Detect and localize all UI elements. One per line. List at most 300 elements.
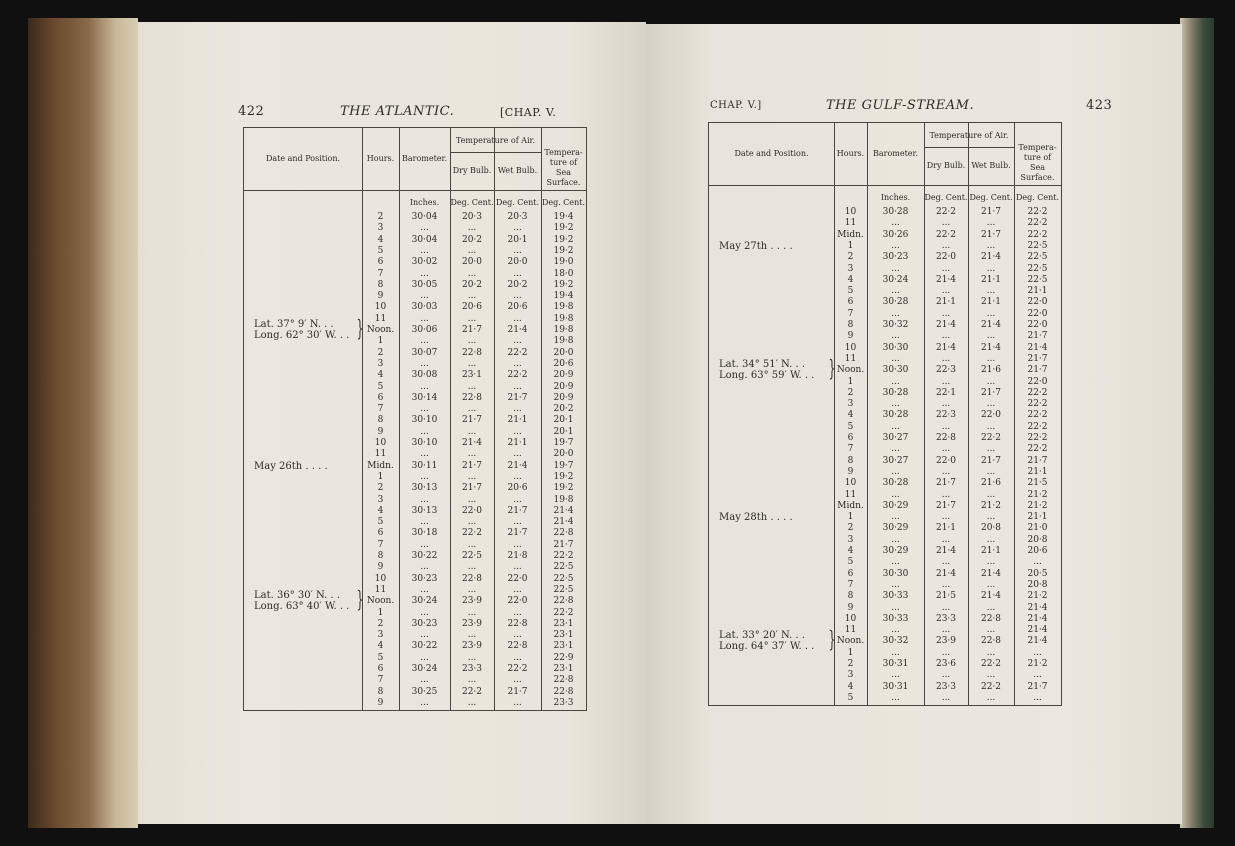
row-barometer: 30·23 [411, 573, 438, 584]
row-dry-bulb: ... [467, 652, 477, 663]
row-sea-temp: 19·4 [553, 291, 574, 302]
row-barometer: 30·11 [411, 460, 438, 471]
book-edge-right [1180, 18, 1214, 828]
row-wet-bulb: ... [986, 218, 996, 229]
row-sea-temp: 20·1 [553, 415, 574, 426]
row-sea-temp: 20·0 [553, 449, 574, 460]
row-hour: Midn. [367, 460, 394, 471]
row-sea-temp: 22·2 [1027, 218, 1048, 229]
row-barometer: ... [891, 534, 900, 545]
row-hour: 8 [847, 320, 854, 330]
position-label-line2: Long. 62° 30′ W. . . [254, 330, 350, 341]
row-sea-temp: 22·2 [1027, 433, 1048, 443]
row-sea-temp: 19·0 [553, 257, 574, 268]
row-sea-temp: ... [1033, 670, 1042, 681]
row-barometer: ... [891, 444, 900, 455]
row-dry-bulb: ... [467, 562, 477, 573]
row-barometer: 30·31 [882, 681, 909, 692]
header-date-position: Date and Position. [265, 154, 341, 163]
row-barometer: 30·23 [882, 252, 909, 263]
row-hour: 5 [377, 245, 384, 256]
row-sea-temp: 21·7 [553, 539, 574, 550]
row-wet-bulb: 21·7 [507, 505, 528, 516]
row-hour: 3 [377, 223, 384, 234]
row-wet-bulb: ... [513, 697, 522, 708]
row-wet-bulb: 21·7 [980, 455, 1002, 466]
position-label-line1: Lat. 36° 30′ N. . . [254, 590, 341, 602]
row-hour: 11 [844, 353, 857, 364]
header-wet-bulb: Wet Bulb. [497, 166, 538, 175]
row-wet-bulb: ... [513, 268, 522, 279]
row-dry-bulb: 21·1 [935, 523, 957, 534]
row-dry-bulb: 21·7 [461, 483, 483, 494]
row-wet-bulb: 21·7 [980, 229, 1002, 240]
row-dry-bulb: 23·9 [461, 618, 483, 629]
right-chapter-ref: CHAP. V.] [710, 100, 762, 111]
row-hour: 4 [377, 641, 384, 652]
row-wet-bulb: ... [986, 308, 996, 319]
row-hour: 1 [847, 512, 854, 523]
row-wet-bulb: ... [513, 245, 522, 256]
row-barometer: ... [891, 692, 900, 703]
row-sea-temp: 20·8 [1027, 579, 1048, 590]
row-dry-bulb: ... [941, 421, 951, 432]
row-hour: 2 [377, 347, 384, 358]
row-dry-bulb: 21·7 [935, 500, 957, 511]
row-dry-bulb: 21·4 [935, 320, 957, 330]
row-hour: 5 [847, 286, 854, 297]
row-dry-bulb: ... [467, 675, 477, 686]
row-wet-bulb: 22·8 [980, 636, 1002, 647]
row-hour: 8 [847, 455, 854, 466]
row-barometer: ... [420, 268, 429, 279]
row-barometer: ... [420, 245, 429, 256]
brace: } [828, 628, 836, 654]
row-sea-temp: 23·3 [553, 697, 574, 708]
row-wet-bulb: 22·2 [980, 433, 1002, 443]
row-wet-bulb: 21·4 [980, 320, 1002, 330]
row-wet-bulb: ... [986, 376, 996, 387]
row-sea-temp: 20·5 [1027, 568, 1048, 579]
row-hour: 8 [377, 279, 384, 290]
subheader-rule [450, 152, 541, 153]
row-sea-temp: 22·5 [1027, 240, 1048, 251]
row-barometer: 30·28 [882, 478, 909, 489]
row-wet-bulb: ... [513, 517, 522, 528]
row-dry-bulb: ... [941, 240, 951, 251]
row-barometer: 30·10 [411, 415, 438, 426]
header-dry-bulb: Dry Bulb. [926, 161, 966, 170]
row-hour: Noon. [836, 636, 865, 647]
row-wet-bulb: ... [986, 466, 996, 477]
row-dry-bulb: ... [467, 291, 477, 302]
row-dry-bulb: ... [941, 489, 951, 500]
header-wet-bulb: Wet Bulb. [971, 161, 1011, 170]
row-sea-temp: 21·4 [1027, 636, 1048, 647]
brace: } [828, 357, 836, 383]
row-hour: 6 [377, 257, 384, 268]
row-sea-temp: 19·2 [553, 279, 574, 290]
left-chapter-ref: [CHAP. V. [500, 106, 557, 119]
row-barometer: ... [891, 421, 900, 432]
row-wet-bulb: 21·4 [980, 342, 1002, 353]
row-wet-bulb: ... [986, 602, 996, 613]
row-dry-bulb: ... [941, 534, 951, 545]
row-dry-bulb: ... [941, 512, 951, 523]
row-sea-temp: 19·7 [553, 460, 574, 471]
row-sea-temp: 20·9 [553, 392, 574, 403]
row-sea-temp: 22·8 [553, 596, 574, 607]
row-barometer: 30·04 [411, 234, 438, 245]
row-dry-bulb: ... [467, 607, 477, 618]
row-dry-bulb: ... [467, 336, 477, 347]
header-barometer: Barometer. [401, 154, 448, 163]
row-hour: 10 [844, 342, 857, 353]
row-hour: 7 [847, 579, 854, 590]
row-dry-bulb: 22·2 [935, 207, 957, 217]
row-sea-temp: 22·2 [1027, 229, 1048, 240]
left-page [138, 22, 646, 824]
row-sea-temp: 21·7 [1027, 353, 1048, 364]
row-sea-temp: 23·1 [553, 664, 574, 674]
row-wet-bulb: 21·7 [507, 528, 528, 539]
row-wet-bulb: ... [513, 336, 522, 347]
row-sea-temp: 21·7 [1027, 681, 1048, 692]
row-barometer: ... [420, 630, 429, 641]
row-sea-temp: 20·1 [553, 426, 574, 437]
row-wet-bulb: ... [513, 291, 522, 302]
row-sea-temp: 19·8 [553, 494, 574, 505]
header-hours: Hours. [366, 154, 395, 163]
row-barometer: ... [891, 399, 900, 410]
row-hour: 9 [377, 426, 384, 437]
row-wet-bulb: ... [513, 426, 522, 437]
row-barometer: 30·24 [882, 274, 909, 285]
row-wet-bulb: 20·1 [507, 234, 528, 245]
row-wet-bulb: 20·0 [507, 257, 528, 268]
row-sea-temp: 23·1 [553, 641, 574, 652]
row-barometer: ... [891, 602, 900, 613]
row-barometer: 30·29 [882, 546, 909, 556]
row-wet-bulb: 21·2 [980, 500, 1002, 511]
header-sea-temp: Tempera-ture of Sea Surface. [544, 148, 583, 187]
row-dry-bulb: ... [941, 331, 951, 342]
row-wet-bulb: 20·6 [507, 483, 528, 494]
unit-sea: Deg. Cent. [541, 198, 586, 207]
row-wet-bulb: ... [986, 444, 996, 455]
unit-barometer: Inches. [880, 193, 911, 202]
row-dry-bulb: ... [467, 245, 477, 256]
header-rule [709, 185, 1061, 186]
row-wet-bulb: ... [986, 331, 996, 342]
row-dry-bulb: ... [941, 579, 951, 590]
row-barometer: ... [420, 675, 429, 686]
row-dry-bulb: 22·0 [461, 505, 483, 516]
row-barometer: ... [891, 353, 900, 364]
row-wet-bulb: ... [986, 399, 996, 410]
row-wet-bulb: ... [513, 562, 522, 573]
row-hour: 3 [377, 494, 384, 505]
row-wet-bulb: ... [513, 404, 522, 415]
row-barometer: ... [420, 471, 429, 482]
row-sea-temp: 22·8 [553, 686, 574, 697]
position-label-line1: Lat. 37° 9′ N. . . [254, 319, 334, 330]
row-wet-bulb: ... [513, 358, 522, 369]
row-dry-bulb: 22·1 [935, 387, 957, 398]
row-wet-bulb: ... [513, 494, 522, 505]
row-barometer: ... [420, 313, 429, 324]
row-wet-bulb: 22·2 [507, 664, 528, 674]
row-wet-bulb: 21·6 [980, 365, 1002, 376]
row-hour: 4 [377, 505, 384, 516]
row-dry-bulb: 21·1 [935, 297, 957, 308]
unit-barometer: Inches. [409, 198, 440, 207]
row-barometer: 30·30 [882, 365, 909, 376]
row-wet-bulb: 22·0 [980, 410, 1002, 421]
row-barometer: ... [891, 512, 900, 523]
row-dry-bulb: 21·4 [935, 546, 957, 556]
row-wet-bulb: ... [986, 579, 996, 590]
row-sea-temp: 22·2 [1027, 207, 1048, 217]
row-hour: 1 [847, 647, 854, 658]
row-sea-temp: 20·8 [1027, 534, 1048, 545]
row-dry-bulb: ... [941, 625, 951, 636]
row-wet-bulb: ... [513, 449, 522, 460]
row-barometer: ... [420, 381, 429, 392]
row-barometer: 30·28 [882, 297, 909, 308]
row-wet-bulb: ... [986, 512, 996, 523]
row-barometer: ... [891, 579, 900, 590]
row-hour: 11 [374, 584, 387, 595]
header-temp-air: Temperature of Air. [929, 131, 1009, 140]
row-hour: 10 [844, 613, 857, 624]
row-hour: 11 [844, 218, 857, 229]
row-barometer: 30·08 [411, 370, 438, 381]
row-barometer: 30·33 [882, 613, 909, 624]
row-barometer: 30·04 [411, 212, 438, 222]
row-dry-bulb: ... [941, 670, 951, 681]
row-barometer: ... [420, 291, 429, 302]
row-hour: Noon. [366, 325, 395, 335]
row-hour: 9 [847, 331, 854, 342]
row-sea-temp: 22·2 [553, 551, 574, 561]
row-dry-bulb: ... [941, 218, 951, 229]
row-wet-bulb: ... [986, 557, 996, 568]
row-dry-bulb: 23·9 [461, 596, 483, 607]
row-barometer: ... [891, 489, 900, 500]
row-barometer: ... [891, 466, 900, 477]
row-wet-bulb: 22·8 [980, 613, 1002, 624]
row-hour: 2 [377, 618, 384, 629]
right-page [646, 24, 1182, 824]
row-dry-bulb: 22·2 [461, 686, 483, 697]
row-sea-temp: 20·0 [553, 347, 574, 358]
row-barometer: 30·29 [882, 500, 909, 511]
row-hour: 1 [847, 376, 854, 387]
row-wet-bulb: 21·1 [980, 546, 1002, 556]
row-sea-temp: 21·4 [1027, 602, 1048, 613]
row-hour: 4 [847, 274, 854, 285]
row-barometer: ... [420, 652, 429, 663]
row-wet-bulb: ... [513, 471, 522, 482]
row-barometer: ... [420, 584, 429, 595]
row-barometer: 30·05 [411, 279, 438, 290]
row-barometer: 30·02 [411, 257, 438, 268]
row-wet-bulb: ... [986, 353, 996, 364]
row-hour: 3 [847, 263, 854, 274]
row-wet-bulb: ... [513, 539, 522, 550]
right-running-title: THE GULF-STREAM. [826, 98, 975, 113]
row-sea-temp: 22·8 [553, 528, 574, 539]
row-dry-bulb: ... [467, 313, 477, 324]
row-barometer: 30·26 [882, 229, 909, 240]
row-sea-temp: 19·2 [553, 471, 574, 482]
row-hour: Midn. [837, 500, 864, 511]
row-barometer: ... [891, 331, 900, 342]
row-hour: 2 [377, 212, 384, 222]
row-hour: 5 [377, 381, 384, 392]
row-sea-temp: 19·2 [553, 223, 574, 234]
row-wet-bulb: ... [986, 692, 996, 703]
row-barometer: ... [891, 557, 900, 568]
unit-sea: Deg. Cent. [1015, 193, 1060, 202]
row-barometer: ... [420, 517, 429, 528]
row-dry-bulb: 22·5 [461, 551, 483, 561]
row-barometer: ... [420, 404, 429, 415]
row-dry-bulb: 23·3 [461, 664, 483, 674]
row-barometer: ... [420, 697, 429, 708]
row-hour: 3 [847, 399, 854, 410]
row-wet-bulb: 21·4 [980, 591, 1002, 602]
row-wet-bulb: 21·1 [980, 297, 1002, 308]
row-wet-bulb: ... [513, 675, 522, 686]
row-sea-temp: 22·2 [1027, 410, 1048, 421]
row-barometer: 30·31 [882, 659, 909, 669]
row-hour: 2 [847, 387, 854, 398]
header-sea-temp: Tempera-ture of Sea Surface. [1018, 143, 1057, 182]
row-dry-bulb: 22·0 [935, 455, 957, 466]
row-barometer: 30·29 [882, 523, 909, 534]
header-rule [244, 190, 586, 191]
position-label-line1: May 26th . . . . [254, 460, 328, 472]
row-dry-bulb: 23·3 [935, 613, 957, 624]
right-page-number: 423 [1086, 98, 1113, 113]
row-sea-temp: 22·5 [1027, 274, 1048, 285]
row-hour: 7 [847, 444, 854, 455]
row-hour: 8 [377, 686, 384, 697]
row-wet-bulb: 21·4 [980, 252, 1002, 263]
row-dry-bulb: ... [941, 376, 951, 387]
row-hour: 4 [847, 410, 854, 421]
row-barometer: 30·27 [882, 455, 909, 466]
row-sea-temp: 22·2 [1027, 421, 1048, 432]
row-sea-temp: 22·5 [553, 562, 574, 573]
row-wet-bulb: 21·4 [507, 460, 528, 471]
row-dry-bulb: ... [467, 404, 477, 415]
row-dry-bulb: 22·2 [935, 229, 957, 240]
row-sea-temp: 22·0 [1027, 376, 1048, 387]
row-wet-bulb: ... [986, 240, 996, 251]
header-hours: Hours. [836, 149, 865, 158]
row-hour: 7 [377, 539, 384, 550]
row-dry-bulb: ... [941, 692, 951, 703]
row-sea-temp: 22·8 [553, 675, 574, 686]
row-hour: 9 [377, 562, 384, 573]
row-barometer: ... [891, 308, 900, 319]
brace: } [356, 588, 364, 614]
row-barometer: 30·30 [882, 342, 909, 353]
row-dry-bulb: 23·9 [935, 636, 957, 647]
row-sea-temp: 20·2 [553, 404, 574, 415]
row-wet-bulb: ... [986, 286, 996, 297]
row-dry-bulb: ... [467, 223, 477, 234]
unit-wet: Deg. Cent. [969, 193, 1013, 202]
header-date-position: Date and Position. [734, 149, 809, 158]
row-dry-bulb: ... [467, 697, 477, 708]
row-sea-temp: 22·2 [1027, 444, 1048, 455]
row-hour: 9 [377, 697, 384, 708]
row-hour: 2 [847, 523, 854, 534]
row-wet-bulb: ... [513, 630, 522, 641]
row-hour: 11 [374, 449, 387, 460]
row-barometer: 30·06 [411, 325, 438, 335]
row-dry-bulb: 22·8 [461, 392, 483, 403]
row-hour: 6 [377, 392, 384, 403]
row-wet-bulb: 22·2 [980, 681, 1002, 692]
row-hour: 10 [844, 478, 857, 489]
row-hour: 7 [377, 404, 384, 415]
row-hour: 9 [847, 602, 854, 613]
row-hour: 10 [374, 302, 387, 313]
row-hour: 3 [377, 630, 384, 641]
row-hour: 11 [844, 489, 857, 500]
row-dry-bulb: ... [941, 286, 951, 297]
row-dry-bulb: 21·7 [935, 478, 957, 489]
row-dry-bulb: ... [941, 263, 951, 274]
position-label-line1: May 27th . . . . [719, 240, 793, 252]
row-barometer: ... [420, 562, 429, 573]
row-barometer: ... [420, 494, 429, 505]
row-wet-bulb: ... [986, 263, 996, 274]
row-sea-temp: 19·2 [553, 245, 574, 256]
row-wet-bulb: 22·2 [980, 659, 1002, 669]
row-sea-temp: 19·7 [553, 438, 574, 448]
row-wet-bulb: ... [513, 607, 522, 618]
row-dry-bulb: 23·6 [935, 659, 957, 669]
row-dry-bulb: ... [941, 444, 951, 455]
row-dry-bulb: 23·1 [461, 370, 483, 381]
row-hour: 5 [847, 692, 854, 703]
row-wet-bulb: 21·1 [980, 274, 1002, 285]
row-hour: 1 [847, 240, 854, 251]
row-sea-temp: ... [1033, 647, 1042, 658]
row-hour: 8 [377, 551, 384, 561]
row-wet-bulb: 21·1 [507, 415, 528, 426]
row-barometer: 30·30 [882, 568, 909, 579]
row-barometer: ... [420, 223, 429, 234]
row-sea-temp: 21·5 [1027, 478, 1048, 489]
row-dry-bulb: ... [467, 584, 477, 595]
row-dry-bulb: 21·4 [461, 438, 483, 448]
row-dry-bulb: ... [467, 358, 477, 369]
row-barometer: 30·13 [411, 483, 438, 494]
row-hour: 2 [377, 483, 384, 494]
row-barometer: ... [891, 240, 900, 251]
row-dry-bulb: 20·6 [461, 302, 483, 313]
row-barometer: 30·24 [411, 664, 438, 674]
row-sea-temp: 19·8 [553, 313, 574, 324]
row-sea-temp: 22·2 [1027, 387, 1048, 398]
